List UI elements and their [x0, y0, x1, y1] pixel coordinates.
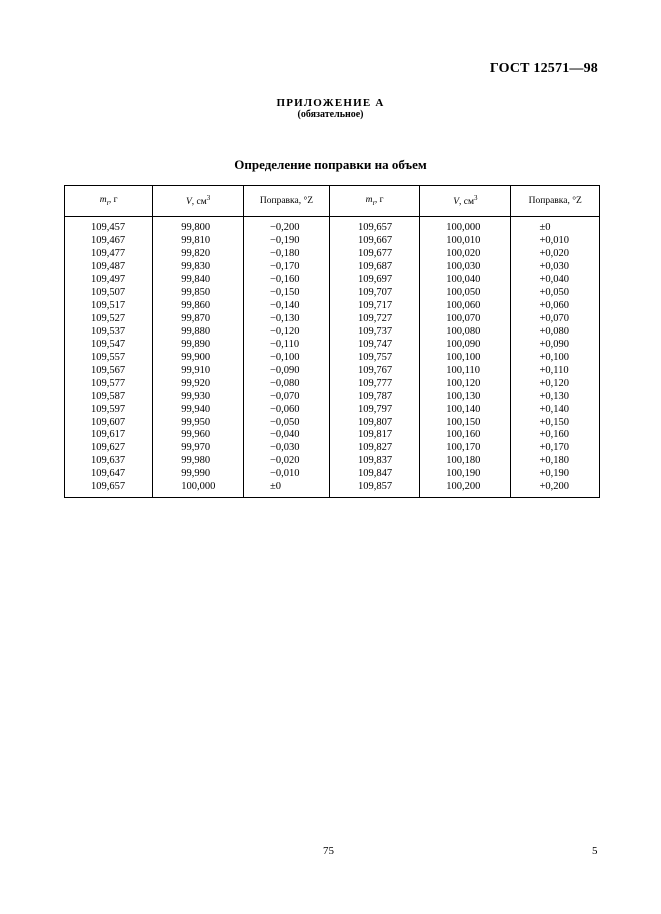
cell-correction-2: +0,070: [511, 313, 600, 326]
cell-correction-1: ±0: [244, 481, 330, 497]
cell-correction-2: +0,160: [511, 429, 600, 442]
cell-correction-1: −0,070: [244, 390, 330, 403]
cell-mass-2: 109,837: [329, 455, 419, 468]
cell-correction-2: +0,060: [511, 300, 600, 313]
cell-correction-1: −0,020: [244, 455, 330, 468]
table-row: [65, 416, 600, 429]
cell-mass-1: 109,547: [65, 338, 153, 351]
table-row: [65, 261, 600, 274]
cell-volume-1: 99,940: [153, 403, 244, 416]
cell-mass-1: 109,637: [65, 455, 153, 468]
cell-mass-2: 109,727: [329, 313, 419, 326]
cell-volume-1: 99,830: [153, 261, 244, 274]
cell-mass-2: 109,717: [329, 300, 419, 313]
cell-volume-1: 99,960: [153, 429, 244, 442]
cell-mass-1: 109,597: [65, 403, 153, 416]
header-volume-1: V, $см^3$: [153, 186, 244, 217]
header-correction-2: Поправка, °Z: [511, 186, 600, 217]
cell-mass-1: 109,457: [65, 217, 153, 235]
cell-volume-2: 100,030: [420, 261, 511, 274]
table-row: [65, 313, 600, 326]
cell-mass-2: 109,677: [329, 248, 419, 261]
header-volume-2: V, $см^3$: [420, 186, 511, 217]
table-row: [65, 326, 600, 339]
cell-mass-1: 109,647: [65, 468, 153, 481]
cell-correction-1: −0,050: [244, 416, 330, 429]
cell-mass-1: 109,477: [65, 248, 153, 261]
cell-volume-2: 100,130: [420, 390, 511, 403]
cell-correction-1: −0,090: [244, 364, 330, 377]
cell-correction-2: +0,170: [511, 442, 600, 455]
cell-mass-2: 109,737: [329, 326, 419, 339]
cell-correction-2: +0,130: [511, 390, 600, 403]
cell-correction-1: −0,130: [244, 313, 330, 326]
table-row: [65, 338, 600, 351]
cell-volume-1: 99,850: [153, 287, 244, 300]
cell-correction-1: −0,170: [244, 261, 330, 274]
cell-volume-1: 99,800: [153, 217, 244, 235]
cell-mass-2: 109,657: [329, 217, 419, 235]
cell-mass-1: 109,557: [65, 351, 153, 364]
cell-correction-1: −0,150: [244, 287, 330, 300]
cell-correction-2: +0,020: [511, 248, 600, 261]
cell-mass-1: 109,577: [65, 377, 153, 390]
cell-volume-2: 100,110: [420, 364, 511, 377]
cell-volume-2: 100,060: [420, 300, 511, 313]
cell-correction-1: −0,190: [244, 235, 330, 248]
table-row: [65, 468, 600, 481]
table-row: [65, 235, 600, 248]
appendix-subtitle: (обязательное): [297, 109, 364, 120]
cell-volume-1: 99,900: [153, 351, 244, 364]
cell-correction-2: +0,010: [511, 235, 600, 248]
cell-mass-1: 109,627: [65, 442, 153, 455]
cell-volume-2: 100,070: [420, 313, 511, 326]
cell-volume-2: 100,090: [420, 338, 511, 351]
table-row: [65, 287, 600, 300]
cell-volume-1: 99,840: [153, 274, 244, 287]
cell-correction-2: +0,100: [511, 351, 600, 364]
table-row: [65, 442, 600, 455]
cell-correction-2: +0,080: [511, 326, 600, 339]
cell-volume-1: 99,880: [153, 326, 244, 339]
table-header-row: [65, 186, 600, 217]
table-row: [65, 390, 600, 403]
cell-volume-1: 99,810: [153, 235, 244, 248]
cell-mass-2: 109,757: [329, 351, 419, 364]
cell-mass-2: 109,667: [329, 235, 419, 248]
cell-mass-1: 109,567: [65, 364, 153, 377]
cell-mass-1: 109,537: [65, 326, 153, 339]
cell-mass-1: 109,497: [65, 274, 153, 287]
sheet-number: 5: [592, 845, 598, 857]
table-row: [65, 248, 600, 261]
cell-correction-2: +0,050: [511, 287, 600, 300]
cell-mass-1: 109,607: [65, 416, 153, 429]
cell-mass-2: 109,797: [329, 403, 419, 416]
cell-volume-1: 99,930: [153, 390, 244, 403]
page-number: 75: [323, 845, 334, 857]
table-title: Определение поправки на объем: [234, 157, 427, 172]
cell-correction-2: +0,120: [511, 377, 600, 390]
appendix-heading: [0, 97, 661, 121]
cell-volume-2: 100,140: [420, 403, 511, 416]
cell-volume-2: 100,020: [420, 248, 511, 261]
cell-correction-1: −0,030: [244, 442, 330, 455]
cell-volume-1: 99,860: [153, 300, 244, 313]
cell-mass-2: 109,817: [329, 429, 419, 442]
cell-correction-2: +0,140: [511, 403, 600, 416]
table-row: [65, 429, 600, 442]
cell-correction-1: −0,110: [244, 338, 330, 351]
cell-correction-1: −0,160: [244, 274, 330, 287]
cell-mass-1: 109,517: [65, 300, 153, 313]
cell-correction-1: −0,040: [244, 429, 330, 442]
cell-correction-1: −0,180: [244, 248, 330, 261]
table-row: [65, 364, 600, 377]
cell-mass-2: 109,747: [329, 338, 419, 351]
table-row: [65, 455, 600, 468]
cell-mass-2: 109,697: [329, 274, 419, 287]
cell-volume-1: 99,970: [153, 442, 244, 455]
cell-volume-1: 99,980: [153, 455, 244, 468]
cell-mass-2: 109,857: [329, 481, 419, 497]
cell-mass-2: 109,687: [329, 261, 419, 274]
cell-volume-1: 99,990: [153, 468, 244, 481]
cell-volume-2: 100,180: [420, 455, 511, 468]
header-correction-1: Поправка, °Z: [244, 186, 330, 217]
cell-correction-2: +0,090: [511, 338, 600, 351]
table-row: [65, 217, 600, 235]
cell-mass-1: 109,507: [65, 287, 153, 300]
cell-mass-2: 109,767: [329, 364, 419, 377]
header-mass-1: $m_r$, г: [65, 186, 153, 217]
cell-volume-1: 99,950: [153, 416, 244, 429]
cell-mass-1: 109,617: [65, 429, 153, 442]
cell-volume-2: 100,100: [420, 351, 511, 364]
cell-volume-1: 99,870: [153, 313, 244, 326]
cell-volume-1: 99,890: [153, 338, 244, 351]
table-row: [65, 377, 600, 390]
cell-correction-2: +0,150: [511, 416, 600, 429]
cell-volume-1: 99,910: [153, 364, 244, 377]
cell-volume-1: 99,820: [153, 248, 244, 261]
standard-code: ГОСТ 12571—98: [489, 61, 598, 76]
cell-mass-2: 109,707: [329, 287, 419, 300]
cell-volume-2: 100,200: [420, 481, 511, 497]
cell-mass-2: 109,777: [329, 377, 419, 390]
table-row: [65, 351, 600, 364]
cell-correction-2: +0,110: [511, 364, 600, 377]
cell-mass-1: 109,657: [65, 481, 153, 497]
cell-volume-2: 100,150: [420, 416, 511, 429]
cell-volume-1: 100,000: [153, 481, 244, 497]
table-row: [65, 274, 600, 287]
cell-mass-1: 109,467: [65, 235, 153, 248]
cell-correction-2: +0,040: [511, 274, 600, 287]
cell-correction-1: −0,140: [244, 300, 330, 313]
cell-mass-2: 109,827: [329, 442, 419, 455]
cell-volume-2: 100,190: [420, 468, 511, 481]
cell-volume-1: 99,920: [153, 377, 244, 390]
table-row: [65, 481, 600, 497]
cell-mass-2: 109,787: [329, 390, 419, 403]
volume-correction-table: [64, 185, 600, 498]
cell-volume-2: 100,170: [420, 442, 511, 455]
cell-volume-2: 100,050: [420, 287, 511, 300]
cell-correction-2: +0,200: [511, 481, 600, 497]
cell-correction-1: −0,100: [244, 351, 330, 364]
table-body: [65, 217, 600, 498]
table-row: [65, 403, 600, 416]
cell-correction-2: ±0: [511, 217, 600, 235]
cell-mass-1: 109,527: [65, 313, 153, 326]
header-mass-2: $m_r$, г: [329, 186, 419, 217]
cell-correction-2: +0,190: [511, 468, 600, 481]
table-row: [65, 300, 600, 313]
cell-mass-2: 109,847: [329, 468, 419, 481]
cell-correction-1: −0,080: [244, 377, 330, 390]
cell-correction-1: −0,120: [244, 326, 330, 339]
cell-mass-1: 109,587: [65, 390, 153, 403]
cell-correction-2: +0,030: [511, 261, 600, 274]
cell-mass-1: 109,487: [65, 261, 153, 274]
cell-correction-1: −0,010: [244, 468, 330, 481]
cell-volume-2: 100,120: [420, 377, 511, 390]
cell-volume-2: 100,080: [420, 326, 511, 339]
cell-volume-2: 100,040: [420, 274, 511, 287]
cell-volume-2: 100,000: [420, 217, 511, 235]
cell-mass-2: 109,807: [329, 416, 419, 429]
cell-volume-2: 100,160: [420, 429, 511, 442]
cell-correction-1: −0,060: [244, 403, 330, 416]
cell-correction-2: +0,180: [511, 455, 600, 468]
cell-correction-1: −0,200: [244, 217, 330, 235]
cell-volume-2: 100,010: [420, 235, 511, 248]
appendix-title: ПРИЛОЖЕНИЕ А: [276, 97, 385, 109]
